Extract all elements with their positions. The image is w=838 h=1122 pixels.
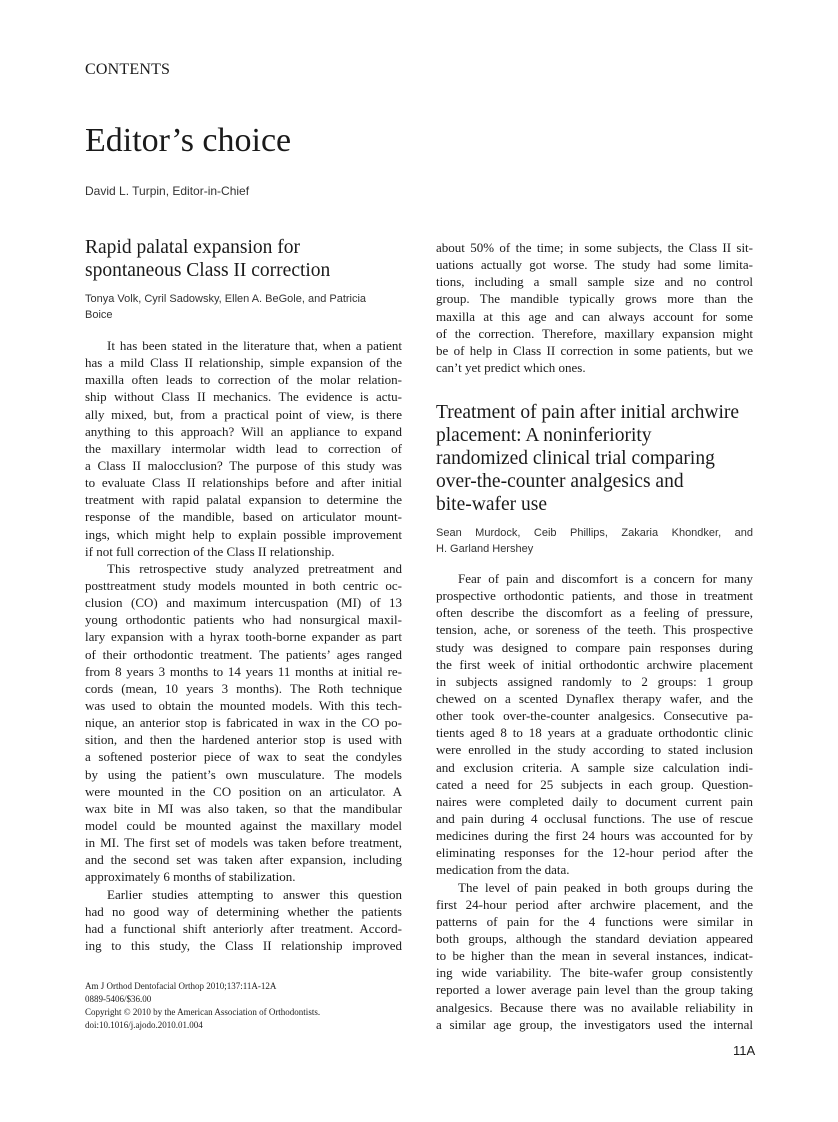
text-line: nique, an anterior stop is fabricated in wax in the CO po- (85, 715, 402, 731)
text-line: the maxillary intermolar width lead to correction of (85, 440, 402, 456)
article1-body (85, 337, 402, 954)
text-line: patterns of pain for the 4 functions were similar in (436, 913, 753, 929)
text-line: had no good way of determining whether the patients (85, 903, 402, 919)
text-line: medication from the data. (436, 862, 570, 878)
article2-body (436, 570, 753, 1033)
text-line: approximately 6 months of stabilization. (85, 869, 296, 885)
article1-continuation (436, 239, 753, 376)
text-line: tions, including a small sample size and no control (436, 274, 753, 290)
text-line: from 8 years 3 months to 14 years 11 months at initial re- (85, 663, 402, 679)
text-line: had a functional shift anteriorly after treatment. Accord- (85, 920, 402, 936)
article2-authors (436, 526, 753, 557)
text-line: were mounted in the CO position on an articulator. A (85, 783, 402, 799)
text-line: eliminating responses for the 12-hour period after the (436, 845, 753, 861)
text-line: analgesics. Because there was no available reliability in (436, 999, 753, 1015)
title-line: spontaneous Class II correction (85, 260, 331, 281)
text-line: sition, and then the hardened anterior stop is used with (85, 732, 402, 748)
text-line: first 24-hour period after archwire placement, and the (436, 896, 753, 912)
title-line: bite-wafer use (436, 494, 547, 515)
journal-citation: Am J Orthod Dentofacial Orthop 2010;137:11A-12A (85, 981, 277, 991)
text-line: and the second set was taken after expansion, including (85, 852, 402, 868)
page-title: Editor’s choice (85, 122, 292, 159)
article1-title (85, 236, 330, 282)
text-line: often describe the discomfort as a feeling of pressure, (436, 605, 753, 621)
title-line: Treatment of pain after initial archwire (436, 402, 740, 423)
issn: 0889-5406/$36.00 (85, 994, 152, 1004)
text-line: and pain during 4 occlusal functions. The use of rescue (436, 810, 753, 826)
text-line: cords (mean, 10 years 3 months). The Roth technique (85, 680, 402, 696)
copyright: Copyright © 2010 by the American Association of Orthodontists. (85, 1007, 321, 1017)
text-line: other took over-the-counter analgesics. Consecutive pa- (436, 708, 753, 724)
text-line: group. The mandible typically grows more than the (436, 291, 753, 307)
text-line: model could be mounted against the maxillary model (85, 817, 402, 833)
text-line: a similar age group, the investigators used the internal (436, 1016, 753, 1032)
text-line: both groups, although the standard deviation appeared (436, 930, 753, 946)
text-line: treatment with rapid palatal expansion to determine the (85, 492, 402, 508)
text-line: The level of pain peaked in both groups during the (458, 879, 753, 895)
text-line: ing wide variability. The bite-wafer group consistently (436, 965, 753, 981)
text-line: prospective orthodontic patients, and those in treatment (436, 588, 753, 604)
text-line: if not full correction of the Class II relationship. (85, 543, 335, 559)
text-line: the first week of initial orthodontic archwire placement (436, 656, 753, 672)
text-line: by using the patient’s own musculature. The models (85, 766, 402, 782)
text-line: young orthodontic patients who had nonsurgical maxil- (85, 612, 402, 628)
text-line: study was designed to compare pain responses during (436, 639, 753, 655)
text-line: was used to obtain the mounted models. With this tech- (85, 697, 402, 713)
section-label: CONTENTS (85, 61, 171, 78)
text-line: lary expansion with a hyrax tooth-borne expander as part (85, 629, 402, 645)
text-line: reported a lower average pain level than the group taking (436, 982, 753, 998)
text-line: ings, which might help to explain possible improvement (85, 526, 402, 542)
text-line: It has been stated in the literature that, when a patient (107, 338, 402, 353)
editor-byline: David L. Turpin, Editor-in-Chief (85, 184, 250, 198)
text-line: maxilla often leads to correction of the molar relation- (85, 372, 402, 388)
authors-line: H. Garland Hershey (436, 542, 534, 555)
text-line: ally mixed, but, from a practical point of view, is there (85, 406, 402, 422)
text-line: be of help in Class II correction in some patients, but we (436, 342, 753, 358)
text-line: has a mild Class II relationship, simple expansion of the (85, 355, 402, 371)
text-line: in subjects assigned randomly to 2 groups: 1 group (436, 673, 753, 689)
text-line: chewed on a scented Dynaflex therapy wafer, and the (436, 690, 753, 706)
text-line: This retrospective study analyzed pretreatment and (107, 560, 402, 576)
text-line: were enrolled in the study according to stated inclusion (436, 742, 753, 758)
title-line: Rapid palatal expansion for (85, 237, 300, 258)
text-line: and exclusion criteria. A sample size calculation indi- (436, 759, 753, 775)
text-line: Earlier studies attempting to answer this question (107, 886, 402, 902)
citation-footer (85, 980, 320, 1032)
authors-line: Sean Murdock, Ceib Phillips, Zakaria Khondker, and (436, 527, 753, 539)
text-line: anything to this approach? Will an appliance to expand (85, 423, 402, 439)
text-line: to evaluate Class II relationships before and after initial (85, 475, 402, 491)
text-line: a Class II malocclusion? The purpose of this study was (85, 457, 402, 473)
text-line: a softened posterior piece of wax to seat the condyles (85, 749, 402, 765)
text-line: maxilla at this age and can always account for some (436, 308, 753, 324)
text-line: uations actually got worse. The study had some limita- (436, 257, 753, 273)
text-line: Fear of pain and discomfort is a concern for many (458, 571, 753, 586)
text-line: to be higher than the mean in several instances, indicat- (436, 948, 753, 964)
doi: doi:10.1016/j.ajodo.2010.01.004 (85, 1020, 203, 1030)
authors-line: Tonya Volk, Cyril Sadowsky, Ellen A. BeGole, and Patricia (85, 293, 367, 305)
text-line: can’t yet predict which ones. (436, 359, 586, 375)
article2-title (436, 401, 739, 516)
text-line: of the correction. Therefore, maxillary expansion might (436, 325, 753, 341)
text-line: ship without Class II mechanics. The evidence is actu- (85, 389, 402, 405)
text-line: ing to this study, the Class II relationship improved (85, 937, 402, 953)
text-line: in MI. The first set of models was taken before treatment, (85, 835, 402, 851)
page-number: 11A (733, 1043, 756, 1058)
article1-authors (85, 292, 366, 323)
text-line: posttreatment study models mounted in both centric oc- (85, 577, 402, 593)
text-line: tension, ache, or soreness of the teeth. This prospective (436, 622, 753, 638)
text-line: medicines during the first 24 hours was accounted for by (436, 828, 753, 844)
title-line: randomized clinical trial comparing (436, 448, 715, 469)
text-line: response of the mandible, based on articulator mount- (85, 509, 402, 525)
text-line: tients aged 8 to 18 years at a graduate orthodontic clinic (436, 725, 753, 741)
text-line: clusion (CO) and maximum intercuspation (MI) of 13 (85, 595, 402, 611)
authors-line: Boice (85, 308, 113, 321)
text-line: cated a need for 25 subjects in each group. Question- (436, 776, 753, 792)
text-line: naires were completed daily to document current pain (436, 793, 753, 809)
title-line: over-the-counter analgesics and (436, 471, 684, 492)
text-line: wax bite in MI was also taken, so that the mandibular (85, 800, 402, 816)
text-line: of their orthodontic treatment. The patients’ ages ranged (85, 646, 402, 662)
text-line: about 50% of the time; in some subjects, the Class II sit- (436, 240, 753, 255)
title-line: placement: A noninferiority (436, 425, 652, 446)
